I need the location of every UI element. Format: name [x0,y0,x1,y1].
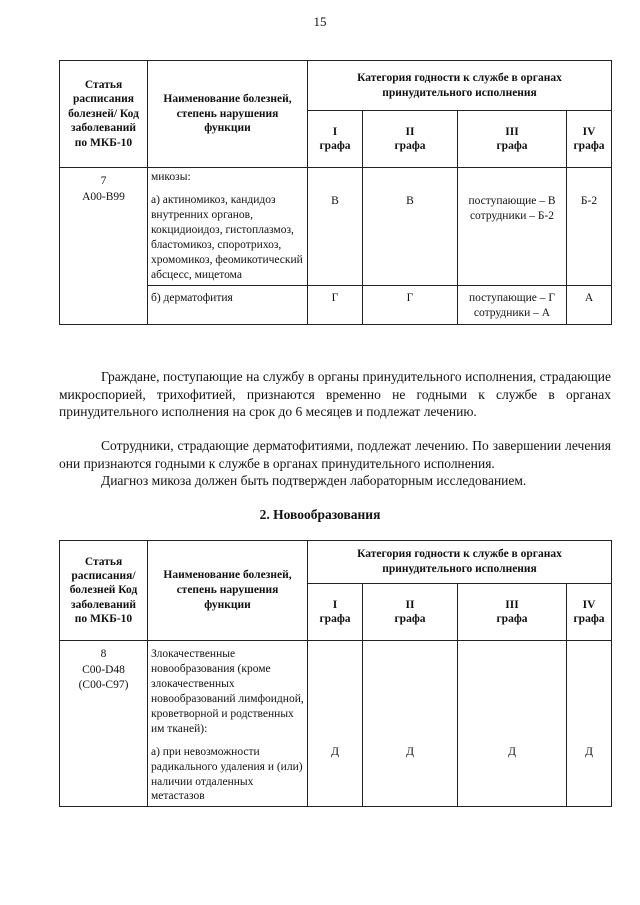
paragraph: Диагноз микоза должен быть подтвержден лабораторным исследованием. [101,473,527,488]
fitness-table-neoplasms [59,540,612,807]
article-header: Статья расписания болезней/ Код заболеваний по МКБ-10 [60,61,148,168]
grafa-3-value: Д [458,641,567,807]
grafa-3-value: поступающие – Г сотрудники – А [458,285,567,325]
disease-cell [148,641,308,807]
fitness-table-mycoses [59,60,612,325]
category-header: Категория годности к службе в органах принудительного исполнения [308,61,612,111]
page-number: 15 [313,14,327,29]
disease-title: Злокачественные новообразования (кроме злокачественных новообразований лимфоидной, кроветворной и родственных им тканей): [151,648,304,735]
grafa-3-header: III графа [458,111,567,168]
disease-name-header: Наименование болезней, степень нарушения функции [148,61,308,168]
grafa-4-header: IV графа [567,584,612,641]
grafa-2-header: II графа [363,584,458,641]
grafa-4-value: А [567,285,612,325]
disease-item: б) дерматофития [148,285,308,325]
disease-title: микозы: [151,171,191,183]
table-header-row [60,61,612,111]
disease-cell [148,168,308,286]
category-header: Категория годности к службе в органах принудительного исполнения [308,541,612,584]
grafa-1-header: I графа [308,111,363,168]
table-header-row [60,541,612,584]
article-header: Статья расписания/ болезней Код заболеваний по МКБ-10 [60,541,148,641]
icd-code-sub: (C00-C97) [78,679,129,692]
grafa-3-value: поступающие – В сотрудники – Б-2 [458,168,567,286]
disease-item: а) актиномикоз, кандидоз внутренних органов, кокцидиоидоз, гистоплазмоз, бластомикоз, споротрихоз, хромомикоз, феомикотический абсцесс, мицетома [151,193,303,281]
grafa-1-header: I графа [308,584,363,641]
grafa-4-header: IV графа [567,111,612,168]
grafa-2-value: Д [363,641,458,807]
table-row [60,168,612,286]
article-number: 7 [100,175,107,187]
article-cell [60,168,148,325]
disease-item: а) при невозможности радикального удаления и (или) наличии отдаленных метастазов [151,745,303,803]
icd-code: C00-D48 [82,663,125,676]
disease-name-header: Наименование болезней, степень нарушения функции [148,541,308,641]
grafa-1-value: В [308,168,363,286]
grafa-1-value: Г [308,285,363,325]
table-row [60,641,612,807]
grafa-4-value: Д [567,641,612,807]
icd-code: A00-B99 [82,190,125,203]
grafa-2-value: Г [363,285,458,325]
grafa-4-value: Б-2 [567,168,612,286]
grafa-3-header: III графа [458,584,567,641]
grafa-1-value: Д [308,641,363,807]
article-number: 8 [100,648,107,660]
grafa-2-header: II графа [363,111,458,168]
paragraph: Граждане, поступающие на службу в органы принудительного исполнения, страдающие микроспорией, трихофитией, признаются временно не годными к службе в органах принудительного исполнения на срок до 6 месяцев и подлежат лечению. [59,369,611,419]
paragraph: Сотрудники, страдающие дерматофитиями, подлежат лечению. По завершении лечения они признаются годными к службе в органах принудительного исполнения. [59,438,611,471]
section-title: 2. Новообразования [259,507,381,522]
grafa-2-value: В [363,168,458,286]
article-cell [60,641,148,807]
